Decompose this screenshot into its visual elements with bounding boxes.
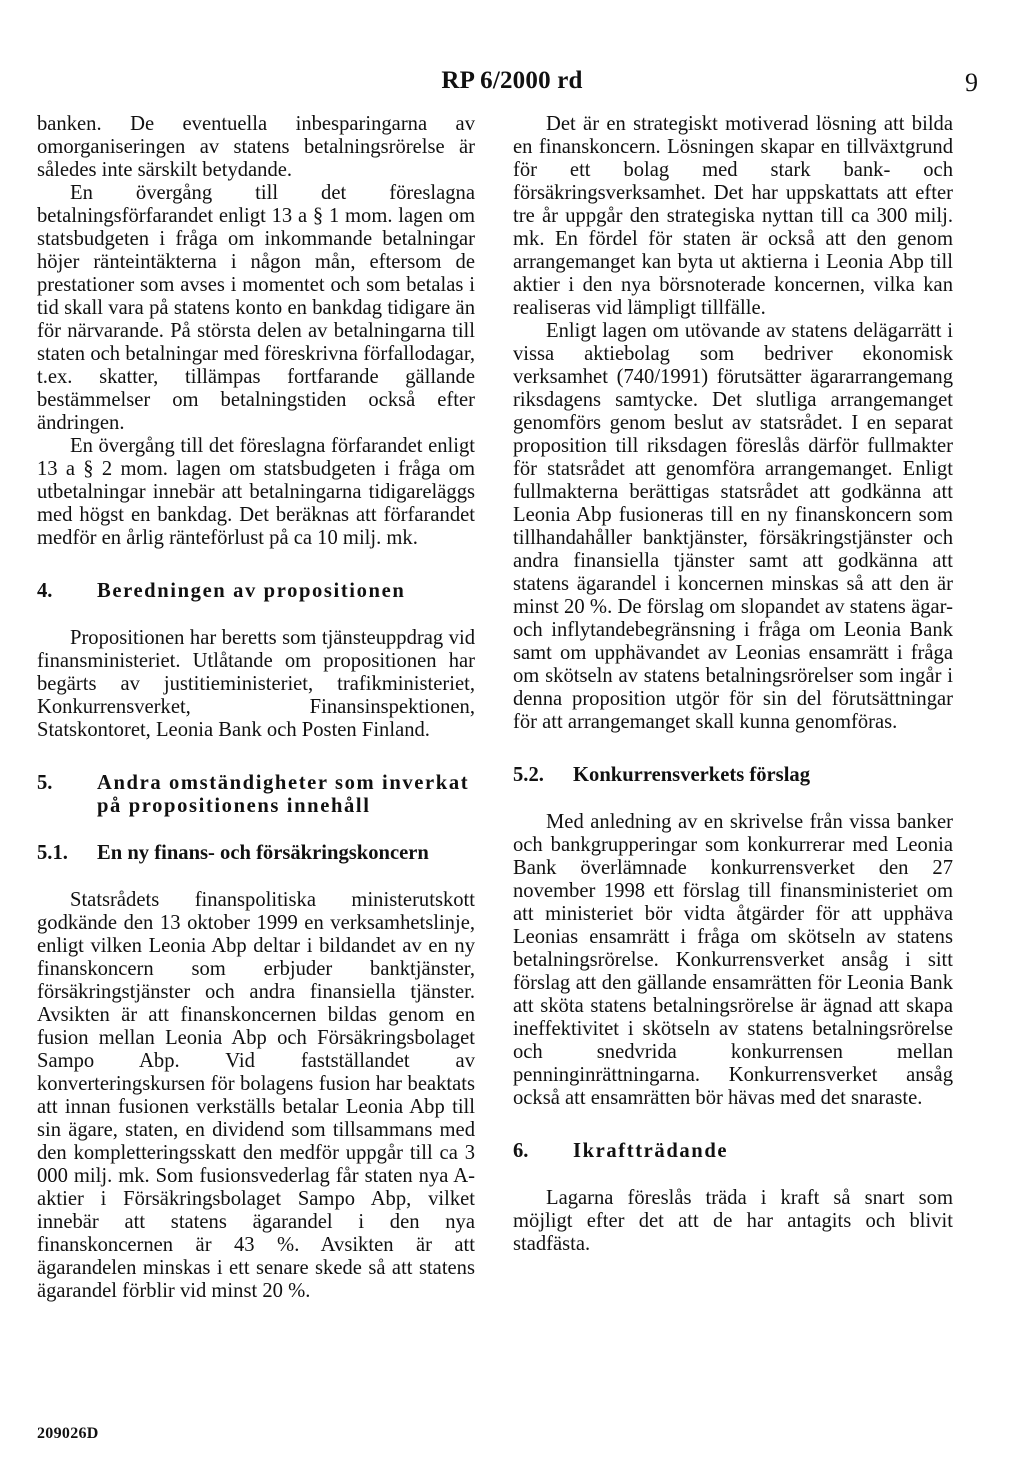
section-heading-5 [37, 772, 475, 818]
section-number: 5. [37, 772, 53, 794]
paragraph: Propositionen har beretts som tjänsteuppdrag vid finansministeriet. Utlåtande om propositionen har begärts av justitieministeriet, trafikministeriet, Konkurrensverket, Finansinspektionen, Statskontoret, Leonia Bank och Posten Finland. [37, 627, 475, 741]
paragraph: En övergång till det föreslagna betalningsförfarandet enligt 13 a § 1 mom. lagen om statsbudgeten i fråga om inkommande betalningar höjer ränteintäkterna i någon mån, eftersom de prestationer som avses i momentet och som betalas i tid skall vara på statens konto en bankdag tidigare än för närvarande. På största delen av betalningarna till staten och betalningar med föreskrivna förfallodagar, t.ex. skatter, tillämpas fortfarande gällande bestämmelser om betalningstiden också efter ändringen. [37, 182, 475, 434]
section-number: 6. [513, 1140, 529, 1162]
left-column [37, 113, 475, 1303]
section-title: Andra omständigheter som inverkat på propositionens innehåll [97, 772, 470, 817]
section-number: 4. [37, 580, 53, 602]
section-heading-5-2 [513, 764, 953, 787]
section-title: Beredningen av propositionen [97, 580, 406, 602]
document-id: RP 6/2000 rd [441, 67, 583, 94]
section-title: En ny finans- och försäkringskoncern [97, 842, 429, 864]
paragraph: Statsrådets finanspolitiska ministerutskott godkände den 13 oktober 1999 en verksamhetslinje, enligt vilken Leonia Abp deltar i bildandet av en ny finanskoncern som erbjuder banktjänster, försäkringstjänster och andra finansiella tjänster. Avsikten är att finanskoncernen bildas genom en fusion mellan Leonia Abp och Försäkringsbolaget Sampo Abp. Vid fastställandet av konverteringskursen för bolagens fusion har beaktats att innan fusionen verkställs betalar Leonia Abp till sin ägare, staten, en dividend som tillsammans med den kompletteringsskatt den medför uppgår till ca 3 000 milj. mk. Som fusionsvederlag får staten nya A-aktier i Försäkringsbolaget Sampo Abp, vilket innebär att statens ägarandel i den nya finanskoncernen är 43 %. Avsikten är att ägarandelen minskas i ett senare skede så att statens ägarandel förblir vid minst 20 %. [37, 889, 475, 1302]
section-number: 5.1. [37, 842, 68, 864]
paragraph: Med anledning av en skrivelse från vissa banker och bankgrupperingar som konkurrerar med Leonia Bank överlämnade konkurrensverket den 27 november 1998 ett förslag till finansministeriet om att ministeriet bör vidta åtgärder för att upphäva Leonias ensamrätt i fråga om skötseln av statens betalningsrörelse. Konkurrensverket ansåg i sitt förslag att den gällande ensamrätten för Leonia Bank att sköta statens betalningsrörelse är ägnad att skapa ineffektivitet i skötseln av statens betalningsrörelse och snedvrida konkurrensen mellan penninginrättningarna. Konkurrensverket ansåg också att ensamrätten bör hävas med det snaraste. [513, 811, 953, 1109]
paragraph: Enligt lagen om utövande av statens delägarrätt i vissa aktiebolag som bedriver ekonomisk verksamhet (740/1991) förutsätter ägararrangemang riksdagens samtycke. Det slutliga arrangemanget genomförs genom beslut av statsrådet. I en separat proposition till riksdagen föreslås därför fullmakter för statsrådet att genomföra arrangemanget. Enligt fullmakterna berättigas statsrådet att godkänna att Leonia Abp fusioneras till en ny finanskoncern som tillhandahåller banktjänster, försäkringstjänster och andra finansiella tjänster samt att godkänna att statens ägarandel i koncernen minskas så att den är minst 20 %. De förslag om slopandet av statens ägar- och inflytandebegränsning i fråga om Leonia Bank samt om upphävandet av Leonias ensamrätt i fråga om skötseln av statens betalningsrörelser som ingår i denna proposition utgör för sin del förutsättningar för att arrangemanget skall kunna genomföras. [513, 320, 953, 733]
section-number: 5.2. [513, 764, 544, 786]
section-heading-4 [37, 580, 475, 603]
section-heading-5-1 [37, 842, 475, 865]
right-column [513, 113, 953, 1256]
section-title: Ikraftträdande [573, 1140, 729, 1162]
footer-code: 209026D [37, 1425, 99, 1442]
section-title: Konkurrensverkets förslag [573, 764, 811, 786]
paragraph: banken. De eventuella inbesparingarna av omorganiseringen av statens betalningsrörelse är således inte särskilt betydande. [37, 113, 475, 181]
section-heading-6 [513, 1140, 953, 1163]
paragraph: Lagarna föreslås träda i kraft så snart som möjligt efter det att de har antagits och blivit stadfästa. [513, 1187, 953, 1255]
paragraph: En övergång till det föreslagna förfarandet enligt 13 a § 2 mom. lagen om statsbudgeten i fråga om utbetalningar innebär att betalningarna tidigareläggs med högst en bankdag. Det beräknas att förfarandet medför en årlig ränteförlust på ca 10 milj. mk. [37, 435, 475, 549]
page-number: 9 [965, 68, 978, 97]
paragraph: Det är en strategiskt motiverad lösning att bilda en finanskoncern. Lösningen skapar en tillväxtgrund för ett bolag med stark bank- och försäkringsverksamhet. Det har uppskattats att efter tre år uppgår den strategiska nyttan till ca 300 milj. mk. En fördel för staten är också att den genom arrangemanget kan byta ut aktierna i Leonia Abp till aktier i den nya börsnoterade koncernen, vilka kan realiseras vid lämpligt tillfälle. [513, 113, 953, 319]
